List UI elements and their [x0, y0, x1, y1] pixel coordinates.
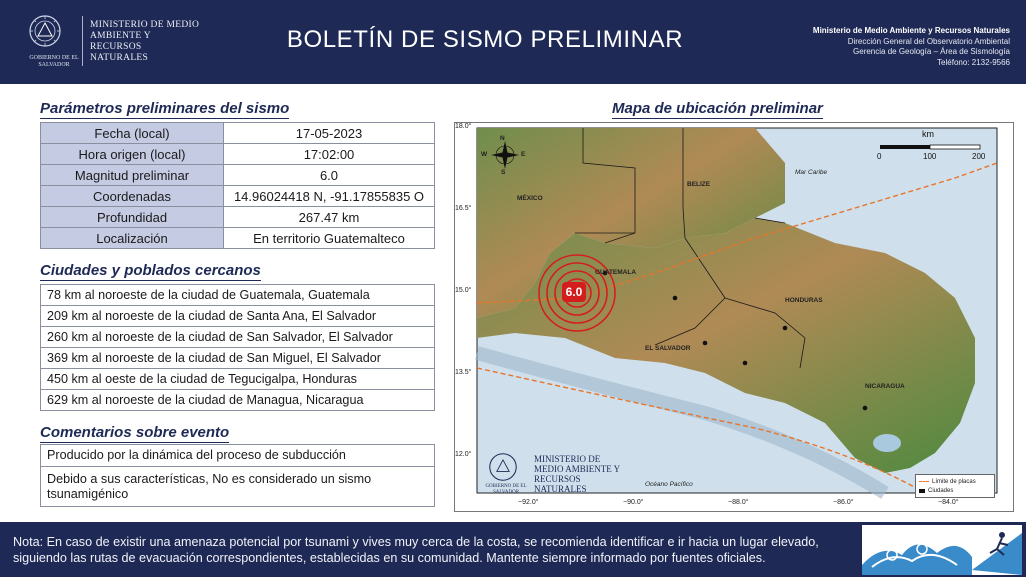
param-value: En territorio Guatemalteco: [224, 228, 435, 249]
table-row: [41, 327, 435, 348]
param-label: Profundidad: [41, 207, 224, 228]
table-row: [41, 186, 435, 207]
label-caribbean-sea: Mar Caribe: [795, 169, 828, 176]
contact-department: Gerencia de Geología – Área de Sismología: [853, 47, 1010, 56]
label-belize: BELIZE: [687, 181, 711, 188]
scale-value-0: 0: [877, 152, 882, 161]
map-ministry-logo: [482, 450, 622, 500]
legend-cities: Ciudades: [919, 486, 991, 495]
scale-bar: [880, 145, 980, 149]
cities-table: [40, 284, 435, 411]
param-label: Coordenadas: [41, 186, 224, 207]
city-distance: 209 km al noroeste de la ciudad de Santa Ana, El Salvador: [41, 306, 435, 327]
lake-nicaragua: [873, 434, 901, 452]
government-logo-text: GOBIERNO DE EL SALVADOR: [29, 55, 79, 68]
table-row: [41, 348, 435, 369]
lon-tick: −92.0°: [518, 499, 539, 506]
param-label: Hora origen (local): [41, 144, 224, 165]
lat-tick: 13.5°: [455, 369, 472, 376]
params-table: [40, 122, 435, 249]
label-pacific-ocean: Océano Pacífico: [645, 481, 693, 488]
lat-tick: 12.0°: [455, 451, 472, 458]
label-el-salvador: EL SALVADOR: [645, 345, 691, 352]
lon-tick: −86.0°: [833, 499, 854, 506]
page-title: BOLETÍN DE SISMO PRELIMINAR: [286, 26, 684, 53]
compass-west: W: [481, 151, 488, 158]
tsunami-evacuation-icon: [862, 525, 1022, 575]
scale-unit: km: [922, 129, 934, 139]
param-value: 6.0: [224, 165, 435, 186]
tsunami-note: Nota: En caso de existir una amenaza potencial por tsunami y vives muy cerca de la costa, se recomienda identificar e ir hacia un lugar elevado, siguiendo las rutas de evacuación correspondientes, establecidas en su comunidad. Mantente siempre informado por fuentes oficiales.: [13, 535, 819, 565]
param-label: Localización: [41, 228, 224, 249]
city-distance: 450 km al oeste de la ciudad de Tegucigalpa, Honduras: [41, 369, 435, 390]
compass-east: E: [521, 151, 526, 158]
param-value: 17-05-2023: [224, 123, 435, 144]
label-honduras: HONDURAS: [785, 297, 823, 304]
city-square-icon: [919, 489, 925, 493]
param-label: Fecha (local): [41, 123, 224, 144]
national-seal-icon: [488, 452, 518, 482]
table-row: [41, 165, 435, 186]
contact-info: [813, 26, 1010, 68]
param-label: Magnitud preliminar: [41, 165, 224, 186]
table-row: [41, 228, 435, 249]
government-logo: [28, 14, 80, 74]
label-nicaragua: NICARAGUA: [865, 383, 905, 390]
params-section-title: Parámetros preliminares del sismo: [40, 100, 290, 117]
lon-tick: −90.0°: [623, 499, 644, 506]
header-bar: [0, 0, 1026, 84]
table-row: [41, 144, 435, 165]
table-row: [41, 285, 435, 306]
lat-tick: 16.5°: [455, 205, 472, 212]
table-row: [41, 207, 435, 228]
header-divider: [82, 16, 83, 66]
footer-bar: [0, 522, 1026, 577]
plate-line-icon: [919, 481, 929, 482]
map-logo-small-text: GOBIERNO DE EL SALVADOR: [485, 484, 527, 495]
city-distance: 78 km al noroeste de la ciudad de Guatemala, Guatemala: [41, 285, 435, 306]
contact-ministry: Ministerio de Medio Ambiente y Recursos Naturales: [812, 26, 1010, 35]
city-distance: 260 km al noroeste de la ciudad de San Salvador, El Salvador: [41, 327, 435, 348]
label-guatemala: GUATEMALA: [595, 269, 637, 276]
map-logo-text: MINISTERIO DE MEDIO AMBIENTE Y RECURSOS NATURALES: [534, 454, 620, 494]
table-row: [41, 123, 435, 144]
contact-phone: Teléfono: 2132-9566: [937, 57, 1010, 67]
compass-north: N: [500, 135, 505, 142]
city-distance: 369 km al noroeste de la ciudad de San Miguel, El Salvador: [41, 348, 435, 369]
param-value: 267.47 km: [224, 207, 435, 228]
comment-text: Producido por la dinámica del proceso de subducción: [41, 445, 435, 467]
lat-tick: 15.0°: [455, 287, 472, 294]
param-value: 14.96024418 N, -91.17855835 O: [224, 186, 435, 207]
contact-direction: Dirección General del Observatorio Ambiental: [847, 36, 1010, 46]
table-row: [41, 445, 435, 467]
table-row: [41, 390, 435, 411]
comments-section-title: Comentarios sobre evento: [40, 424, 230, 441]
compass-south: S: [501, 169, 506, 176]
cities-section-title: Ciudades y poblados cercanos: [40, 262, 261, 279]
ministry-name: MINISTERIO DE MEDIO AMBIENTE Y RECURSOS NATURALES: [90, 20, 200, 63]
map-legend: [915, 474, 995, 498]
table-row: [41, 467, 435, 507]
magnitude-badge: 6.0: [562, 282, 586, 302]
table-row: [41, 306, 435, 327]
legend-plates: Límite de placas: [919, 477, 991, 486]
comments-table: [40, 444, 435, 507]
national-seal-icon: [28, 14, 62, 48]
map-section-title: Mapa de ubicación preliminar: [612, 100, 823, 117]
lon-tick: −88.0°: [728, 499, 749, 506]
lon-tick: −84.0°: [938, 499, 959, 506]
lat-tick: 18.0°: [455, 123, 472, 130]
scale-value-200: 200: [972, 152, 986, 161]
city-distance: 629 km al noroeste de la ciudad de Managua, Nicaragua: [41, 390, 435, 411]
param-value: 17:02:00: [224, 144, 435, 165]
comment-text: Debido a sus características, No es considerado un sismo tsunamigénico: [41, 467, 435, 507]
table-row: [41, 369, 435, 390]
scale-value-100: 100: [923, 152, 937, 161]
label-mexico: MÉXICO: [517, 195, 543, 202]
